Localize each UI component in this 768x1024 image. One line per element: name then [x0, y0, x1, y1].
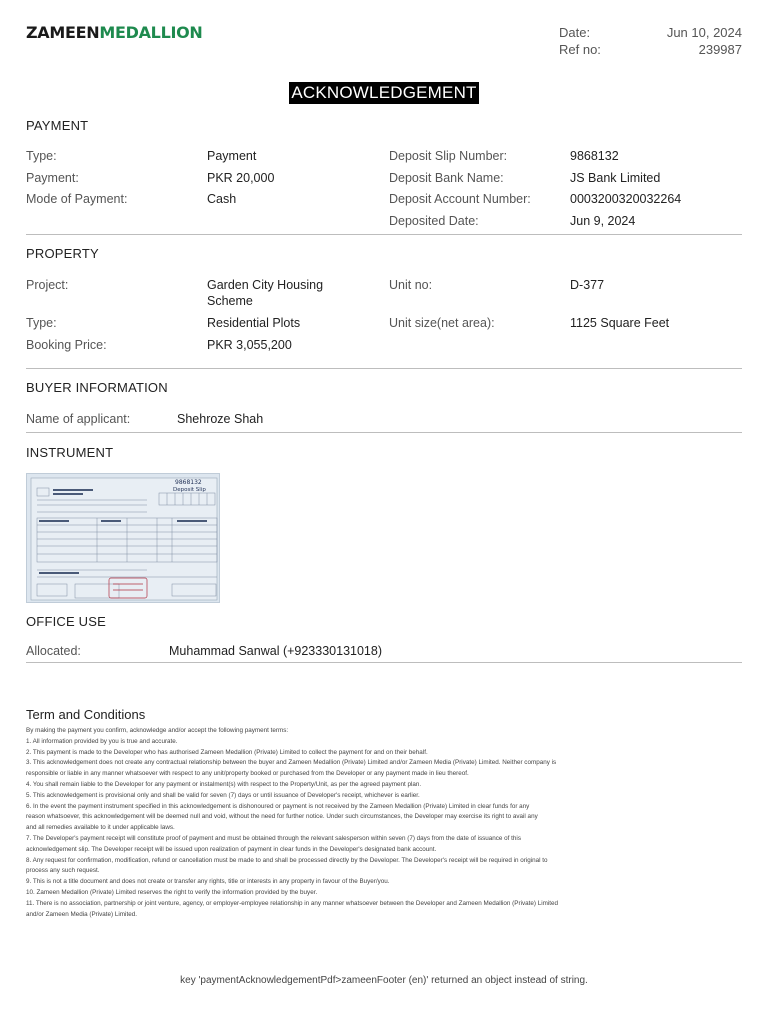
booking-price-value: PKR 3,055,200 — [207, 338, 292, 352]
property-section-title: PROPERTY — [26, 246, 99, 261]
slip-number-text: 9868132 — [175, 479, 202, 486]
payment-amount-label: Payment: — [26, 171, 79, 185]
project-label: Project: — [26, 278, 69, 292]
logo-part-medallion: MEDALLION — [99, 23, 203, 42]
deposit-account-value: 0003200320032264 — [570, 192, 682, 206]
logo-part-zameen: ZAMEEN — [26, 23, 100, 42]
terms-line: and/or Zameen Media (Private) Limited. — [26, 910, 137, 918]
payment-mode-label: Mode of Payment: — [26, 192, 128, 206]
deposit-slip-label: Deposit Slip Number: — [389, 149, 508, 163]
company-logo — [26, 23, 203, 42]
terms-line: 8. Any request for confirmation, modification, refund or cancellation must be made to and shall be processed directly by the Developer. The Developer's receipt will be required in original to — [26, 856, 548, 864]
property-type-value: Residential Plots — [207, 316, 301, 330]
date-label: Date: — [559, 25, 591, 40]
terms-line: 9. This is not a title document and does not create or transfer any rights, title or interests in any property in favour of the Buyer/you. — [26, 878, 390, 886]
deposited-date-label: Deposited Date: — [389, 214, 479, 228]
slip-heading-text: Deposit Slip — [173, 487, 206, 493]
deposit-bank-value: JS Bank Limited — [570, 171, 661, 185]
property-type-label: Type: — [26, 316, 57, 330]
terms-line: By making the payment you confirm, acknowledge and/or accept the following payment terms: — [26, 727, 289, 734]
terms-line: acknowledgement slip. The Developer receipt will be issued upon realization of payment in clear funds in the Developer's designated bank account. — [26, 845, 437, 853]
allocated-label: Allocated: — [26, 644, 81, 658]
deposited-date-value: Jun 9, 2024 — [570, 214, 636, 228]
booking-price-label: Booking Price: — [26, 338, 107, 352]
unit-no-value: D-377 — [570, 278, 605, 292]
terms-line: 4. You shall remain liable to the Developer for any payment or instalment(s) with respect to the Property/Unit, as per the agreed payment plan. — [26, 780, 422, 788]
footer-text: key 'paymentAcknowledgementPdf>zameenFooter (en)' returned an object instead of string. — [180, 975, 588, 986]
terms-line: 10. Zameen Medallion (Private) Limited reserves the right to verify the information provided by the buyer. — [26, 888, 318, 896]
project-value: Garden City Housing Scheme — [207, 278, 324, 308]
terms-line: 7. The Developer's payment receipt will constitute proof of payment and must be obtained through the relevant salesperson within seven (7) days from the date of issuance of this — [26, 834, 521, 842]
divider-property — [26, 368, 742, 369]
payment-amount-value: PKR 20,000 — [207, 171, 275, 185]
allocated-value: Muhammad Sanwal (+923330131018) — [169, 644, 382, 658]
instrument-section-title: INSTRUMENT — [26, 445, 114, 460]
buyer-section-title: BUYER INFORMATION — [26, 380, 168, 395]
deposit-slip-value: 9868132 — [570, 149, 619, 163]
terms-line: reason whatsoever, this acknowledgement will be deemed null and void, without the need for further notice. Under such circumstances, the Developer may exercise its right to avail any — [26, 813, 538, 821]
deposit-slip-image — [26, 473, 220, 603]
deposit-slip-drawing — [27, 474, 220, 603]
deposit-account-label: Deposit Account Number: — [389, 192, 531, 206]
deposit-bank-label: Deposit Bank Name: — [389, 171, 504, 185]
header-meta-values — [667, 24, 742, 58]
header-meta-labels — [559, 24, 601, 58]
payment-type-label: Type: — [26, 149, 57, 163]
ref-label: Ref no: — [559, 42, 601, 57]
terms-line: responsible or liable in any manner whatsoever with respect to any unit/property booked or purchased from the Developer or any payment made in lieu thereof. — [26, 770, 469, 778]
payment-section-title: PAYMENT — [26, 118, 89, 133]
terms-line: 1. All information provided by you is true and accurate. — [26, 737, 178, 745]
terms-line: 11. There is no association, partnership or joint venture, agency, or employer-employee relationship in any manner whatsoever between the Developer and Zameen Medallion (Private) Limited — [26, 899, 559, 907]
payment-mode-value: Cash — [207, 192, 237, 206]
terms-line: process any such request. — [26, 867, 100, 875]
terms-line: 3. This acknowledgement does not create any contractual relationship between the buyer and Zameen Medallion (Private) Limited and/or Zameen Media (Private) Limited. Neither company is — [26, 759, 557, 767]
divider-office — [26, 662, 742, 663]
date-value: Jun 10, 2024 — [666, 25, 742, 40]
divider-buyer — [26, 432, 742, 433]
applicant-name-value: Shehroze Shah — [177, 412, 264, 426]
unit-size-value: 1125 Square Feet — [570, 316, 670, 330]
divider-payment — [26, 234, 742, 235]
terms-list — [26, 726, 626, 920]
applicant-name-label: Name of applicant: — [26, 412, 131, 426]
document-title: ACKNOWLEDGEMENT — [291, 83, 477, 102]
terms-title: Term and Conditions — [26, 707, 146, 722]
office-section-title: OFFICE USE — [26, 614, 107, 629]
unit-size-label: Unit size(net area): — [389, 316, 495, 330]
ref-value: 239987 — [698, 42, 742, 57]
terms-line: 2. This payment is made to the Developer who has authorised Zameen Medallion (Private) Limited to collect the payment for and on their behalf. — [26, 748, 428, 756]
terms-line: 5. This acknowledgement is provisional only and shall be valid for seven (7) days or until issuance of Developer's receipt, whichever is earlier. — [26, 791, 420, 799]
terms-line: 6. In the event the payment instrument specified in this acknowledgement is dishonoured or payment is not received by the Zameen Medallion (Private) Limited in clear funds for any — [26, 802, 530, 810]
unit-no-label: Unit no: — [389, 278, 433, 292]
terms-line: and all remedies available to it under applicable laws. — [26, 824, 175, 832]
payment-type-value: Payment — [207, 149, 257, 163]
